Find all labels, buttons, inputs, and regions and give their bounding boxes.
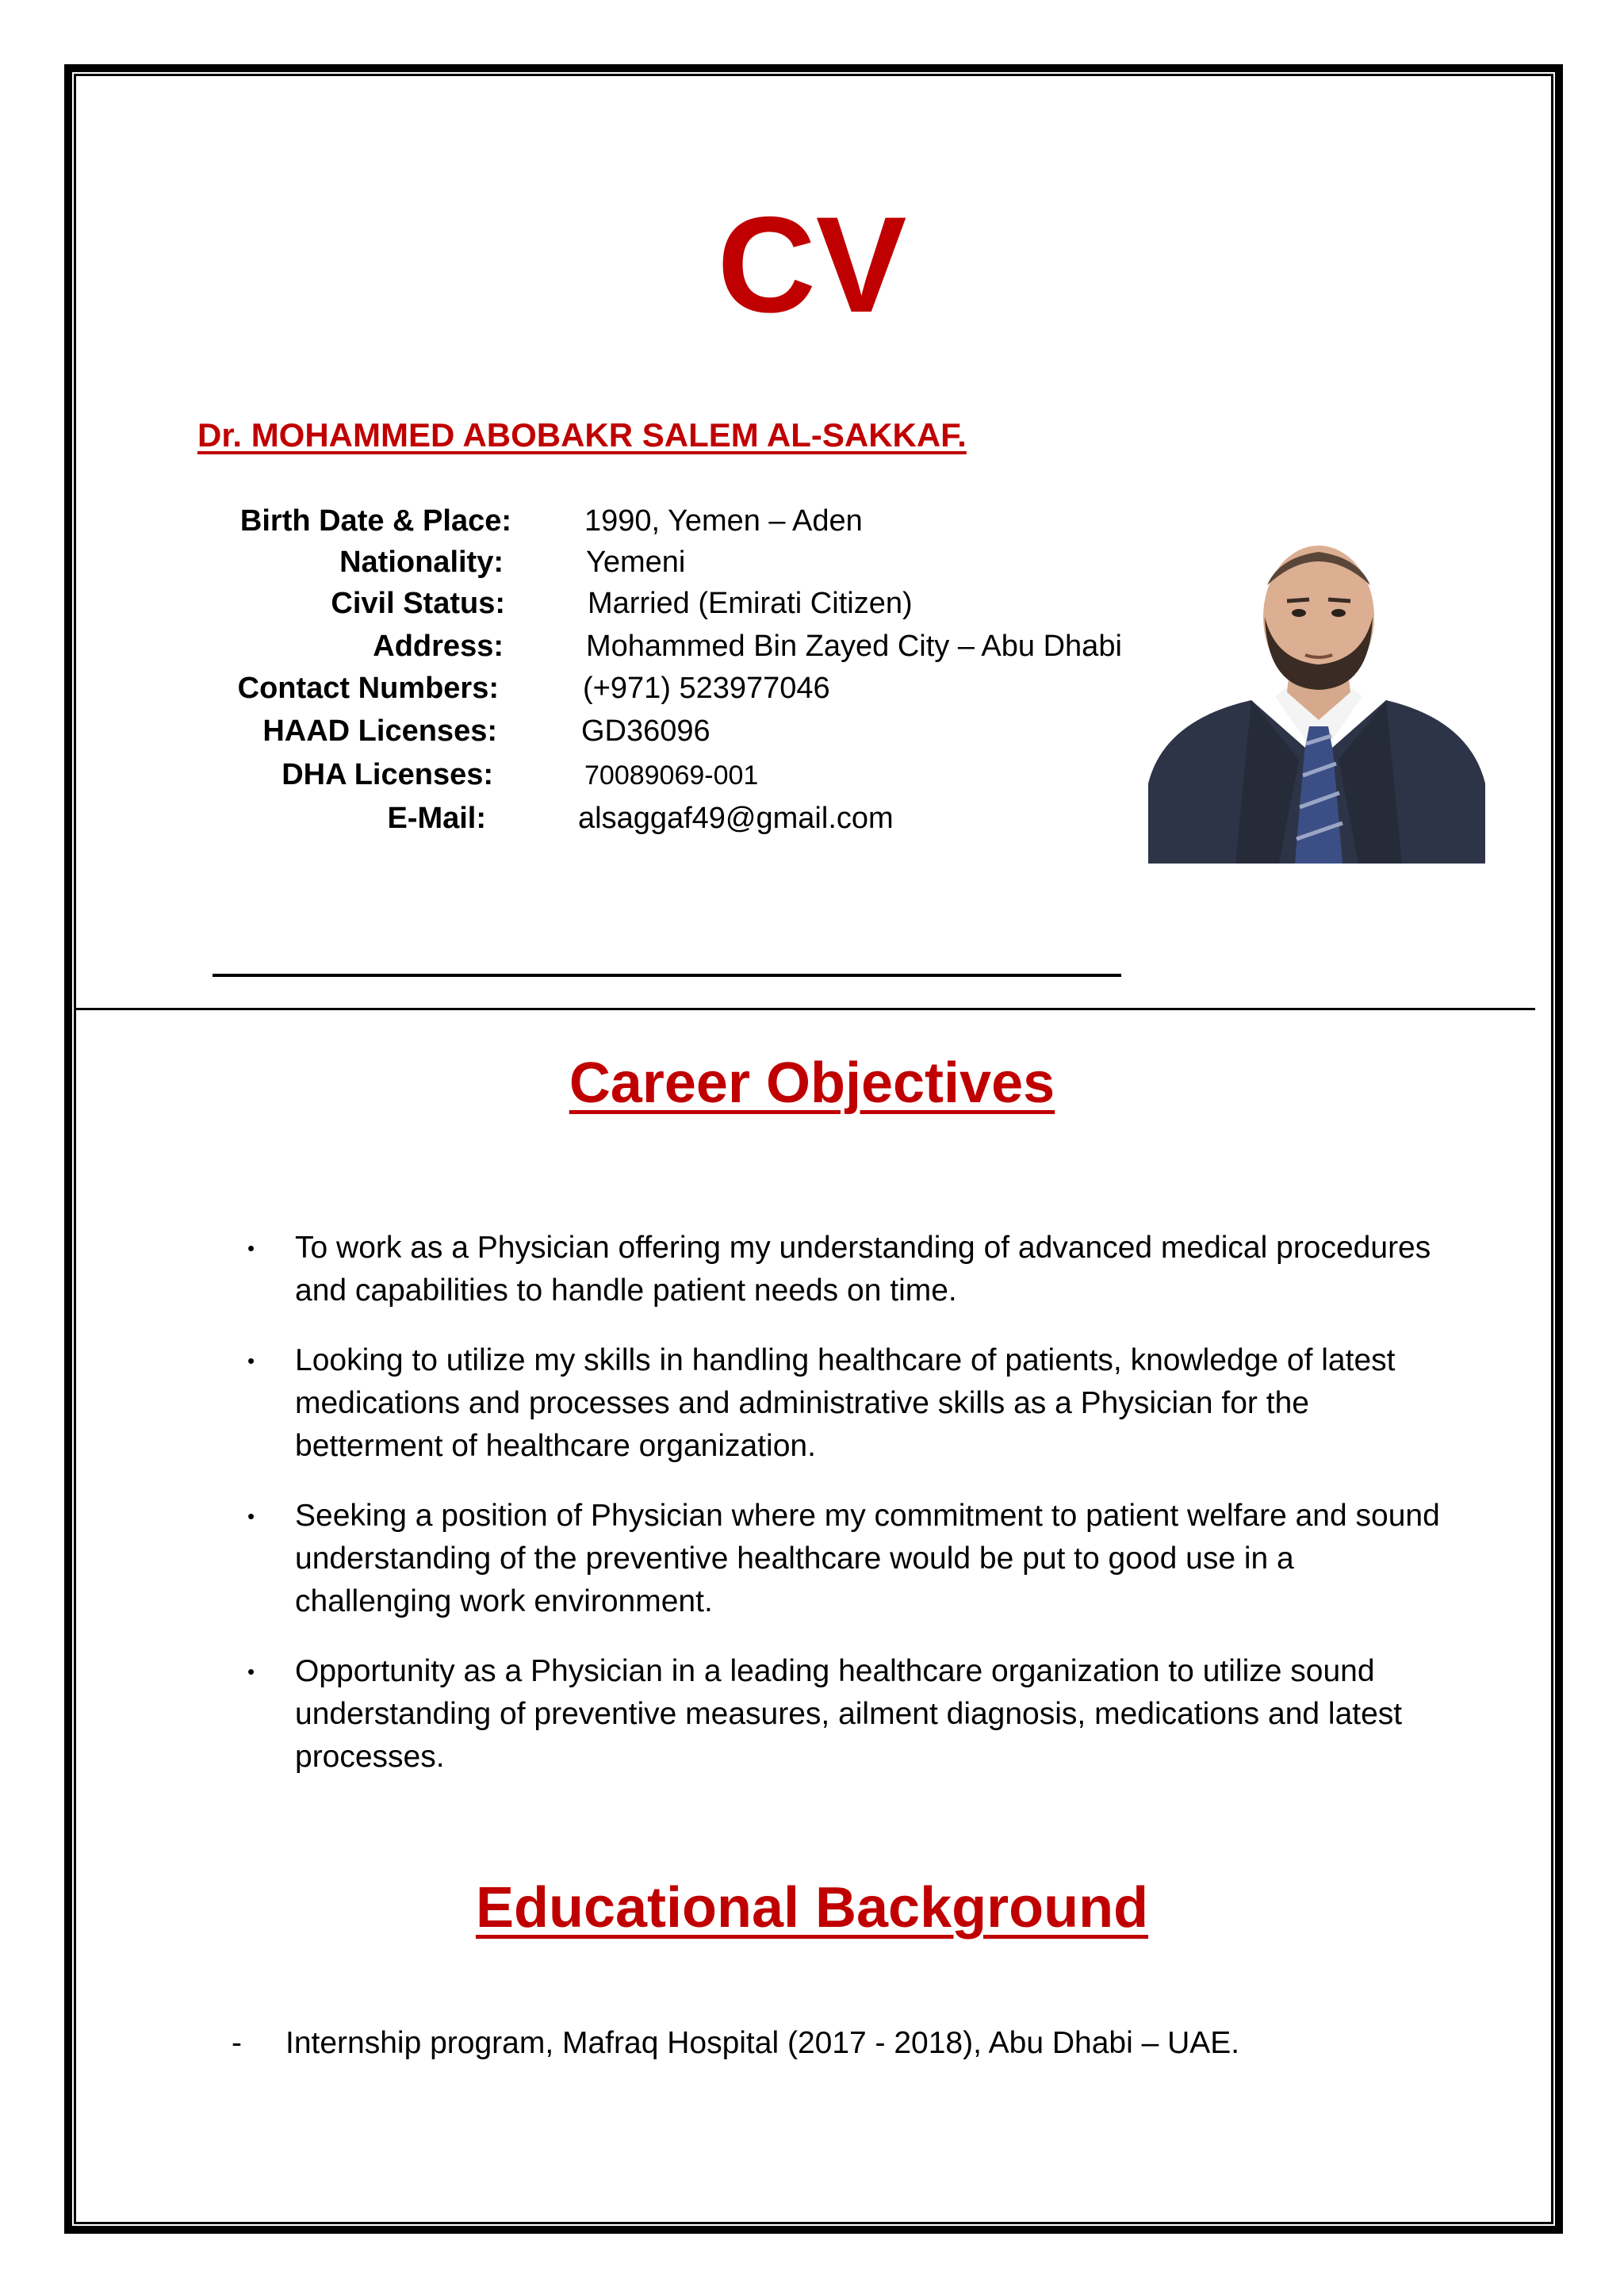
cv-title: CV [717, 189, 907, 341]
info-label-contact: Contact Numbers: [237, 672, 499, 705]
educational-background-heading: Educational Background [475, 1876, 1149, 1940]
bullet: • [247, 1504, 255, 1528]
info-label-haad: HAAD Licenses: [262, 714, 497, 748]
profile-photo [1148, 522, 1485, 864]
bullet: • [247, 1236, 255, 1260]
objective-item [238, 1227, 1443, 1312]
person-name: Dr. MOHAMMED ABOBAKR SALEM AL-SAKKAF. [197, 416, 967, 454]
education-text: Internship program, Mafraq Hospital (2017 - 2018), Abu Dhabi – UAE. [285, 2026, 1240, 2060]
info-label-civil-status: Civil Status: [331, 587, 505, 620]
info-value-address: Mohammed Bin Zayed City – Abu Dhabi [586, 630, 1122, 663]
objective-item [238, 1650, 1443, 1779]
career-objectives-heading: Career Objectives [569, 1051, 1055, 1115]
bullet: • [247, 1660, 255, 1683]
career-objectives-list [238, 1227, 1443, 1806]
dash: - [232, 2026, 242, 2060]
info-value-contact: (+971) 523977046 [583, 672, 830, 705]
info-label-dha: DHA Licenses: [282, 758, 493, 791]
info-value-haad: GD36096 [581, 714, 710, 748]
info-value-civil-status: Married (Emirati Citizen) [588, 587, 913, 620]
signature-line [213, 974, 1121, 977]
profile-photo-portrait [1148, 522, 1485, 864]
objective-item [238, 1495, 1443, 1623]
info-value-email: alsaggaf49@gmail.com [578, 802, 894, 835]
address-clip [586, 630, 1154, 669]
info-label-email: E-Mail: [387, 802, 486, 835]
bullet: • [247, 1349, 255, 1373]
section-divider [76, 1008, 1535, 1010]
objective-text: Opportunity as a Physician in a leading healthcare organization to utilize sound understanding of preventive measures, ailment diagnosis, medications and latest processes. [295, 1654, 1403, 1774]
education-item [232, 2026, 1239, 2061]
objective-text: Looking to utilize my skills in handling healthcare of patients, knowledge of latest medications and processes and administrative skills as a Physician for the betterment of healthcare organization. [295, 1343, 1396, 1463]
info-value-dha: 70089069-001 [584, 760, 759, 791]
info-value-birth: 1990, Yemen – Aden [584, 504, 863, 538]
info-label-nationality: Nationality: [339, 546, 504, 579]
info-label-birth: Birth Date & Place: [239, 504, 511, 538]
info-value-nationality: Yemeni [586, 546, 686, 579]
info-label-address: Address: [373, 630, 504, 663]
objective-text: To work as a Physician offering my understanding of advanced medical procedures and capabilities to handle patient needs on time. [295, 1231, 1431, 1308]
objective-text: Seeking a position of Physician where my commitment to patient welfare and sound understanding of the preventive healthcare would be put to good use in a challenging work environment. [295, 1499, 1440, 1618]
objective-item [238, 1339, 1443, 1468]
